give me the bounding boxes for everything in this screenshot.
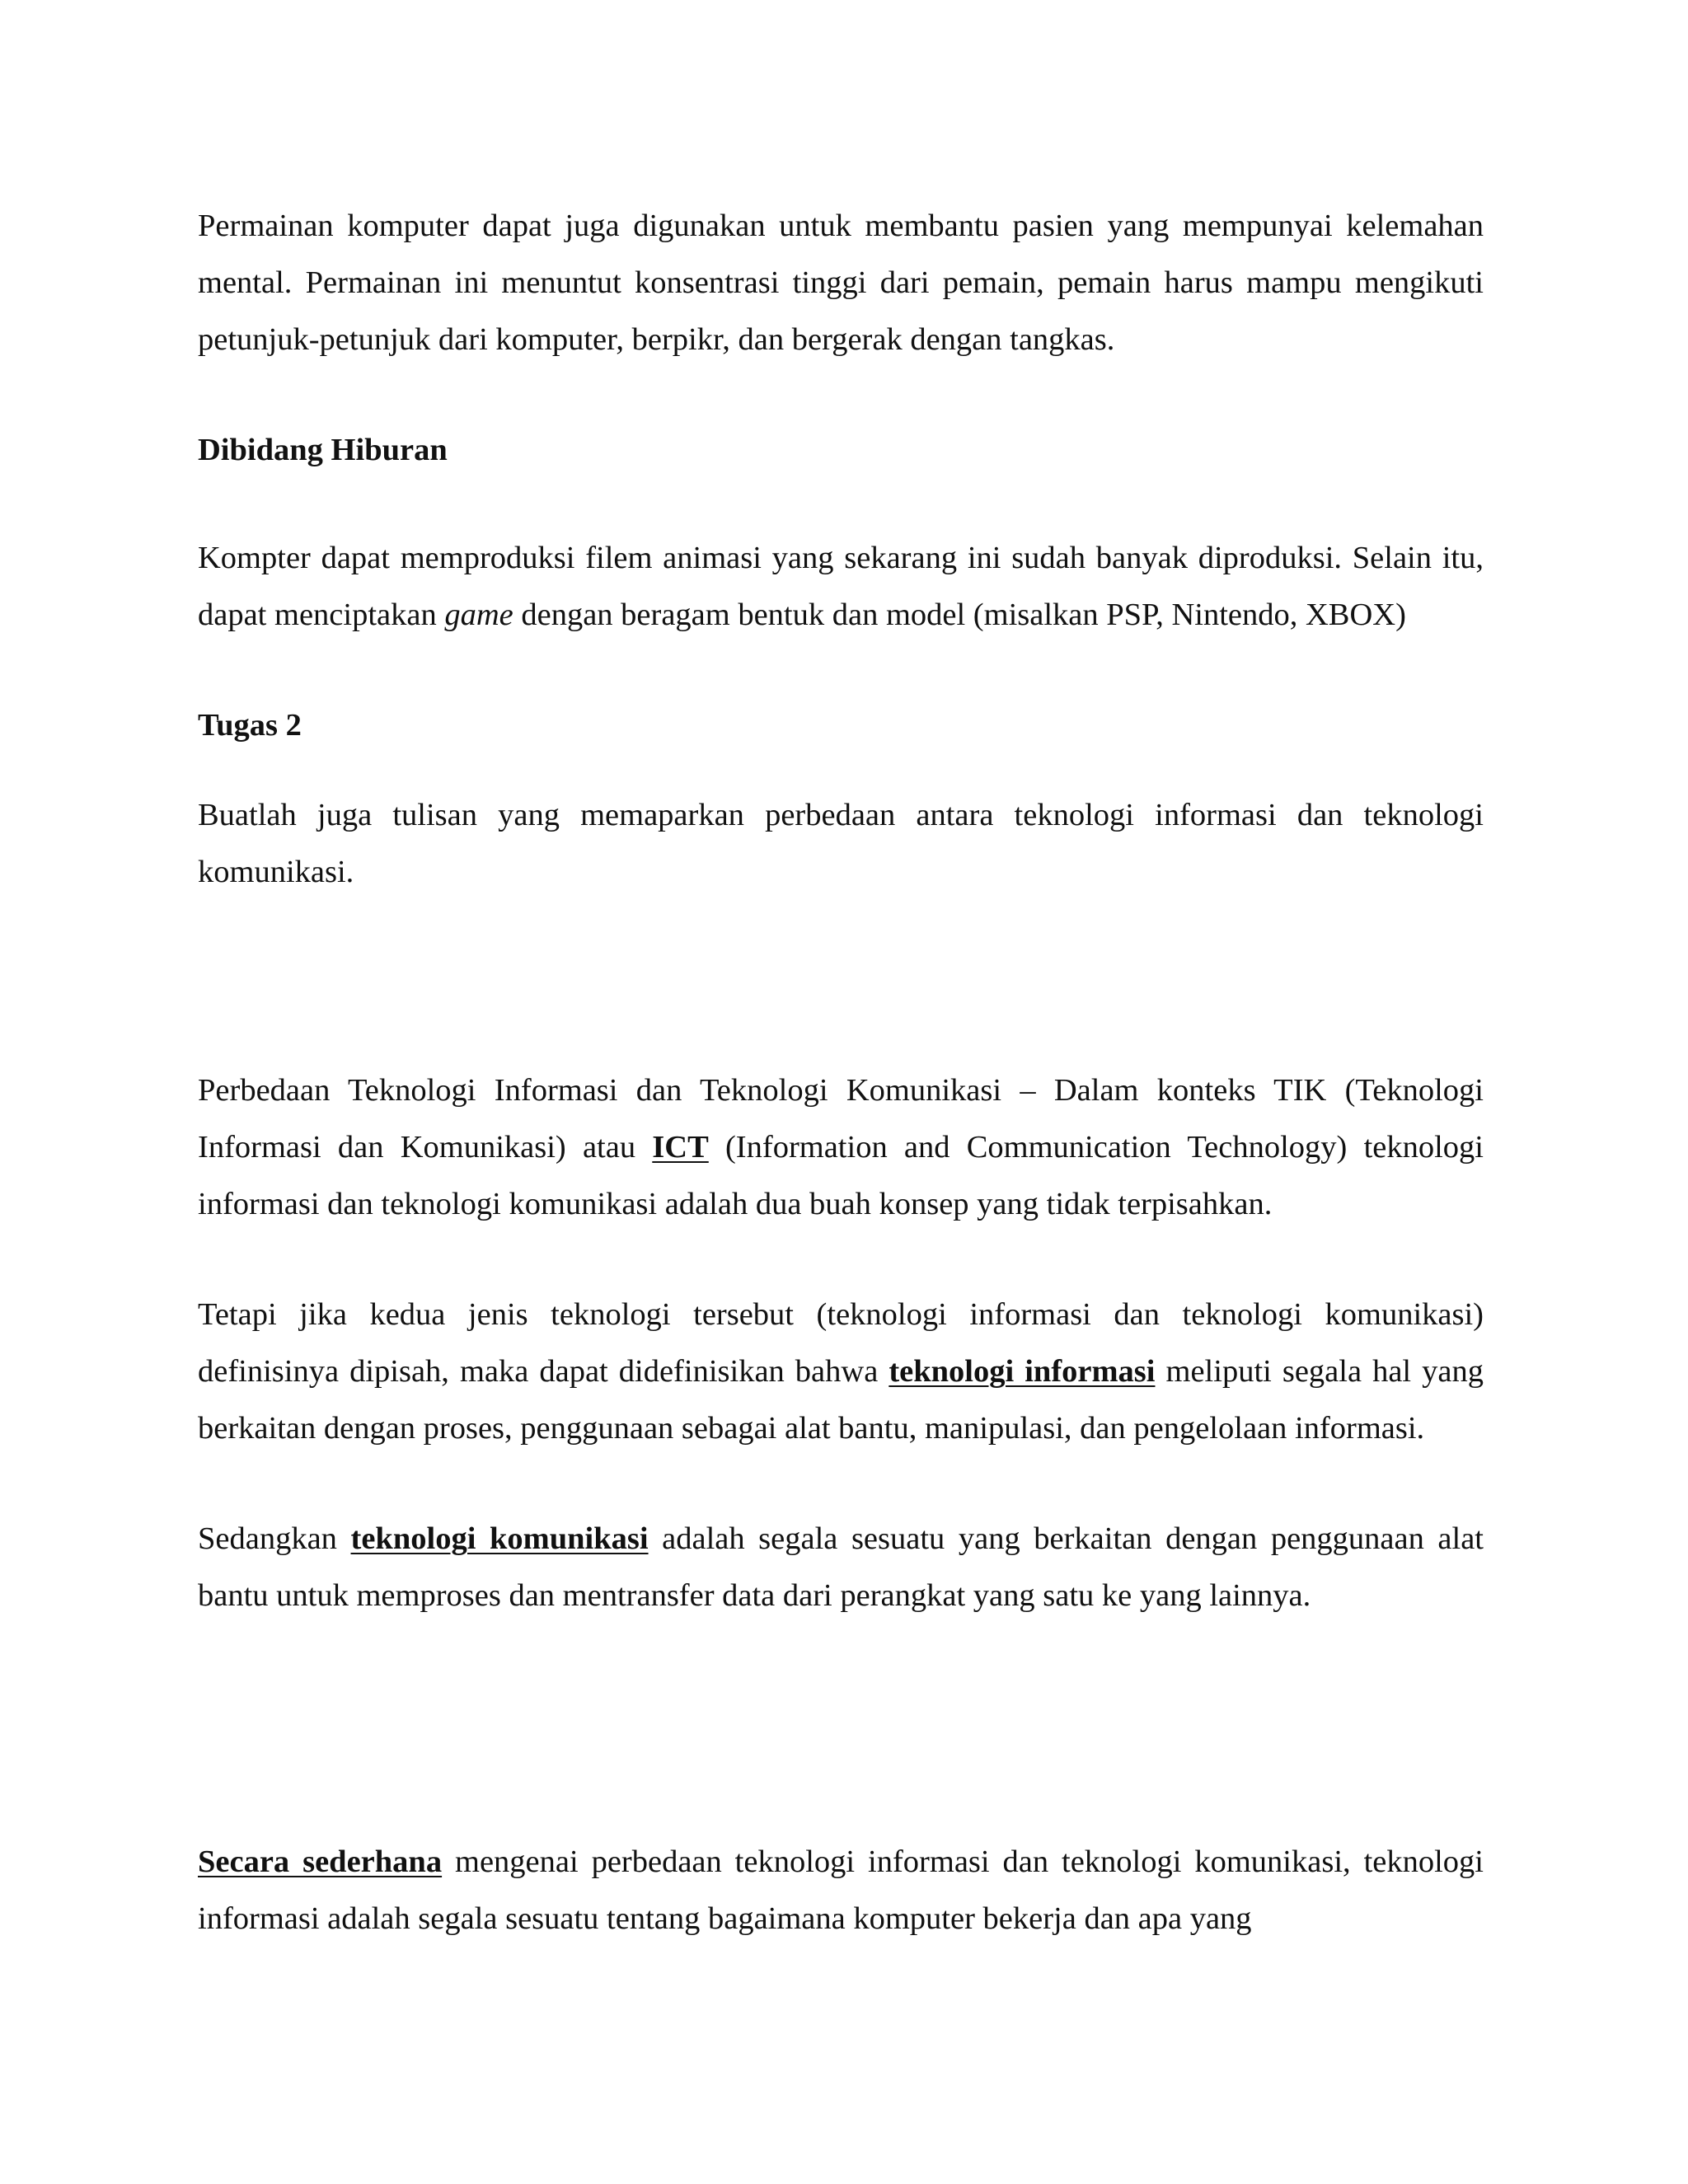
text-segment: Kompter dapat memproduksi filem animasi yang sekarang ini sudah banyak diproduksi. Selain itu, dapat menciptakan — [198, 541, 1484, 632]
link-secara-sederhana[interactable]: Secara sederhana — [198, 1844, 443, 1879]
text-segment: Sedangkan — [198, 1521, 351, 1556]
paragraph-simple-explanation — [198, 1834, 1484, 1947]
text-segment: Perbedaan Teknologi Informasi dan Teknologi Komunikasi – Dalam konteks TIK (Teknologi Informasi dan Komunikasi) atau — [198, 1073, 1484, 1165]
heading-dibidang-hiburan: Dibidang Hiburan — [198, 433, 448, 467]
spacer — [198, 1233, 1484, 1286]
paragraph-ict-intro — [198, 1062, 1484, 1233]
paragraph-gaming-health: Permainan komputer dapat juga digunakan untuk membantu pasien yang mempunyai kelemahan mental. Permainan ini menuntut konsentrasi tinggi dari pemain, pemain harus mampu mengikuti petunjuk-petunjuk dari komputer, berpikr, dan bergerak dengan tangkas. — [198, 209, 1484, 357]
spacer — [198, 901, 1484, 1062]
link-ict[interactable]: ICT — [652, 1130, 709, 1165]
italic-game: game — [444, 598, 513, 632]
link-teknologi-informasi[interactable]: teknologi informasi — [889, 1354, 1156, 1389]
heading-tugas-2: Tugas 2 — [198, 708, 302, 743]
paragraph-task: Buatlah juga tulisan yang memaparkan perbedaan antara teknologi informasi dan teknologi komunikasi. — [198, 798, 1484, 889]
paragraph-information-technology — [198, 1286, 1484, 1457]
text-segment: (Information and Communication Technology) teknologi informasi dan teknologi komunikasi adalah dua buah konsep yang tidak terpisahkan. — [198, 1130, 1484, 1221]
text-segment: dengan beragam bentuk dan model (misalkan PSP, Nintendo, XBOX) — [513, 598, 1406, 632]
spacer — [198, 1624, 1484, 1834]
spacer — [198, 368, 1484, 422]
text-segment: mengenai perbedaan teknologi informasi dan teknologi komunikasi, teknologi informasi adalah segala sesuatu tentang bagaimana komputer bekerja dan apa yang — [198, 1844, 1484, 1936]
link-teknologi-komunikasi[interactable]: teknologi komunikasi — [350, 1521, 649, 1556]
paragraph-communication-technology — [198, 1511, 1484, 1624]
text-segment: meliputi segala hal yang berkaitan dengan proses, penggunaan sebagai alat bantu, manipulasi, dan pengelolaan informasi. — [198, 1354, 1484, 1446]
spacer — [198, 1457, 1484, 1511]
text-segment: Tetapi jika kedua jenis teknologi tersebut (teknologi informasi dan teknologi komunikasi) definisinya dipisah, maka dapat didefinisikan bahwa — [198, 1297, 1484, 1389]
spacer — [198, 479, 1484, 530]
paragraph-entertainment — [198, 530, 1484, 644]
spacer — [198, 644, 1484, 697]
text-segment: adalah segala sesuatu yang berkaitan dengan penggunaan alat bantu untuk memproses dan mentransfer data dari perangkat yang satu ke yang lainnya. — [198, 1521, 1484, 1613]
document-page — [198, 198, 1484, 1947]
spacer — [198, 754, 1484, 787]
